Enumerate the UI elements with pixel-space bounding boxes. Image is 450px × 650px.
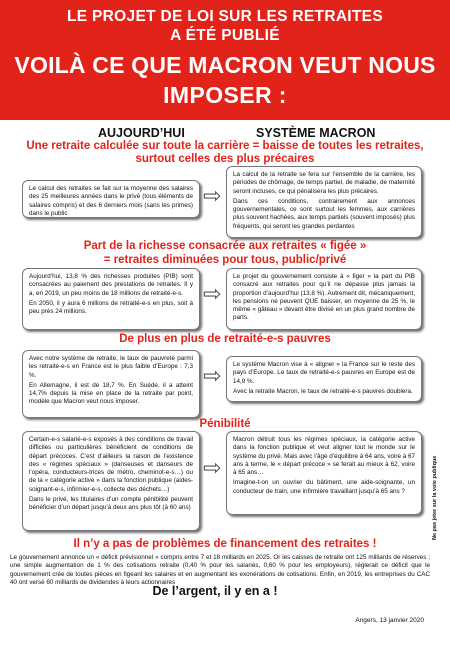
paragraph: Avec notre système de retraite, le taux de pauvreté parmi les retraité-e-s en France est le plus faible d’Europe : 7,3 %. <box>29 355 193 379</box>
banner-line-2: A ÉTÉ PUBLIÉ <box>170 27 280 44</box>
paragraph: La calcul de la retraite se fera sur l’ensemble de la carrière, les périodes de chômage, de temps partiel, de maladie, de maternité seront incluses, ce qui pénalisera les plus précaires. <box>233 171 415 195</box>
section-3-macron-box <box>226 356 422 402</box>
section-2-today-box <box>22 268 200 330</box>
arrow-right-icon: ⇨ <box>203 364 222 389</box>
place-date: Angers, 13 janvier 2020 <box>355 617 424 624</box>
section-4-macron-box <box>226 431 422 515</box>
banner-headline-1: VOILÀ CE QUE MACRON VEUT NOUS <box>14 52 436 78</box>
paragraph: En 2050, il y aura 6 millions de retraité-e-s en plus, soit à peu près 24 millions. <box>29 299 193 316</box>
paragraph: Avec la retraite Macron, le taux de retraité-e-s pauvres doublera. <box>233 387 413 395</box>
arrow-right-icon: ⇨ <box>203 184 222 209</box>
arrow-right-icon: ⇨ <box>203 456 222 481</box>
slogan: De l’argent, il y en a ! <box>152 584 278 598</box>
banner-headline-2: IMPOSER : <box>163 82 287 108</box>
financing-paragraph: Le gouvernement annonce un « déficit prévisionnel » compris entre 7 et 18 milliards en 2025. Or les caisses de retraite ont 125 milliards de réserves ; une simple augmentation de 1 % des cotisations retraite (0,40 % pour les salariés, 0,60 % pour les employeurs), réglerait ce déficit que le gouvernement crée de toutes pièces en figeant les salaires et en augmentant les exonérations de cotisations. Enfin, en 2019, les entreprises du CAC 40 ont versé 60 milliards de dividendes à leurs actionnaires <box>10 554 430 587</box>
paragraph: Certain-e-s salarié-e-s exposés à des conditions de travail difficiles ou particulières bénéficient de conditions de départ précoces. C’est d’ailleurs la raison de l’existence des « régimes spéciaux » (danseuses et danseurs de l’opéra, conducteurs-trices de métro, cheminot-e-s…) ou de la « catégorie active » dans la fonction publique (aides-soignant-e-s, infirmier-e-s, collecte des déchets…) <box>29 436 193 493</box>
section-2-title-line-1: Part de la richesse consacrée aux retraites « figée » <box>83 240 367 252</box>
section-3-title: De plus en plus de retraité-e-s pauvres <box>119 333 331 345</box>
section-1-today-box <box>22 180 200 218</box>
paragraph: Le système Macron vise à « aligner » la France sur le reste des pays d’Europe. Le taux de retraité-e-s pauvres en Europe est de 14,9 %. <box>233 361 415 385</box>
paragraph: En Allemagne, il est de 18,7 %. En Suède, il a atteint 14,7% depuis la mise en place de la retraite par point, modèle que Macron veut nous imposer. <box>29 381 193 406</box>
banner-line-1: LE PROJET DE LOI SUR LES RETRAITES <box>67 8 383 25</box>
section-2-title-line-2: = retraites diminuées pour tous, public/privé <box>103 254 347 266</box>
paragraph: Dans ces conditions, contrairement aux annonces gouvernementales, ce sont surtout les femmes, aux carrières plus souvent hachées, aux temps partiels (souvent imposés) plus fréquents, qui seront les grandes perdantes <box>233 197 416 230</box>
paragraph: Aujourd’hui, 13,8 % des richesses produites (PIB) sont consacrées au paiement des prestations de retraites. Il y a, en 2019, un peu moins de 18 millions de retraité-e-s. <box>29 273 193 297</box>
section-4-title: Pénibilité <box>199 418 251 430</box>
section-3-today-box <box>22 350 200 418</box>
paragraph: Le calcul des retraites se fait sur la moyenne des salaires des 25 meilleures années dans le privé (tous éléments de salaires compris) et des 6 derniers mois (sans les primes) dans le public <box>29 185 193 217</box>
column-header-today: AUJOURD’HUI <box>98 126 185 140</box>
column-header-macron: SYSTÈME MACRON <box>256 126 376 140</box>
section-1-macron-box <box>226 166 422 238</box>
section-1-title-line-2: surtout celles des plus précaires <box>135 153 315 165</box>
paragraph: Le projet du gouvernement consiste à « figer » la part du PIB consacré aux retraites pour qu’il ne dépasse plus jamais la proportion d’aujourd’hui (13,8 %). Autrement dit, mécaniquement, les pensions ne peuvent QUE baisser, en moyenne de 25 %, le même « gâteau » devant être divisé en un plus grand nombre de parts. <box>233 273 416 322</box>
section-4-today-box <box>22 431 200 531</box>
do-not-litter-note: Ne pas jeter sur la voie publique <box>432 455 438 540</box>
section-1-title-line-1: Une retraite calculée sur toute la carrière = baisse de toutes les retraites, <box>26 140 424 152</box>
section-2-macron-box <box>226 268 422 330</box>
arrow-right-icon: ⇨ <box>203 282 222 307</box>
section-5-title: Il n’y a pas de problèmes de financement des retraites ! <box>73 538 377 550</box>
paragraph: Macron détruit tous les régimes spéciaux, la catégorie active dans la fonction publique et veut aligner tout le monde sur le système du privé. Mais avec l’âge d’équilibre à 64 ans, voire à 67 ans à terme, le « départ précoce » se ferait au mieux à 62, voire à 65 ans… <box>233 436 416 477</box>
paragraph: Imagine-t-on un ouvrier du bâtiment, une aide-soignante, un conducteur de train, une infirmière travaillant jusqu’à 65 ans ? <box>233 479 415 495</box>
header-banner <box>0 0 450 120</box>
paragraph: Dans le privé, les titulaires d’un compte pénibilité peuvent bénéficier d’un départ jusqu’à deux ans plus tôt (à 60 ans) <box>29 496 193 512</box>
